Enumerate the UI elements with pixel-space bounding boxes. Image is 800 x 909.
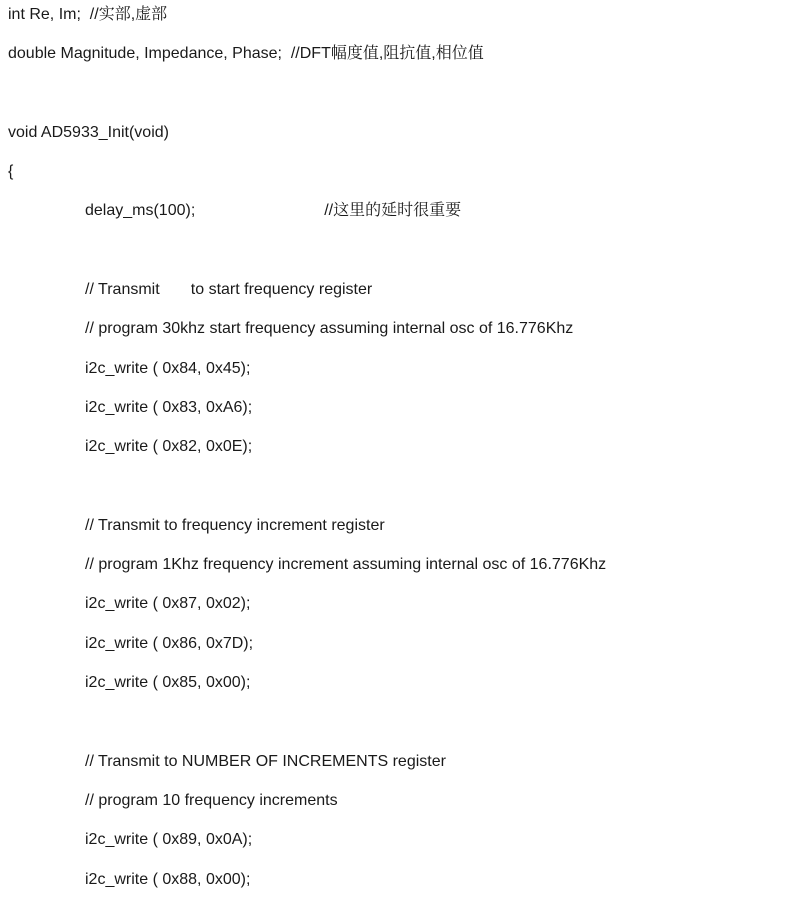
code-line-comment-start-freq: // Transmit to start frequency register bbox=[85, 281, 373, 299]
code-line-comment-num-increments: // Transmit to NUMBER OF INCREMENTS register bbox=[85, 752, 446, 770]
code-line-delay-call: delay_ms(100); //这里的延时很重要 bbox=[85, 202, 462, 220]
code-line-int-declaration: int Re, Im; //实部,虚部 bbox=[8, 6, 168, 23]
code-line-i2c-write-0x86: i2c_write ( 0x86, 0x7D); bbox=[85, 634, 254, 652]
code-line-i2c-write-0x82: i2c_write ( 0x82, 0x0E); bbox=[85, 438, 253, 456]
code-line-open-brace: { bbox=[8, 163, 14, 181]
code-line-comment-program-30khz: // program 30khz start frequency assuming internal osc of 16.776Khz bbox=[85, 320, 574, 338]
code-line-i2c-write-0x88: i2c_write ( 0x88, 0x00); bbox=[85, 870, 251, 888]
code-line-i2c-write-0x83: i2c_write ( 0x83, 0xA6); bbox=[85, 398, 253, 416]
code-line-comment-program-1khz: // program 1Khz frequency increment assuming internal osc of 16.776Khz bbox=[85, 556, 607, 574]
code-line-i2c-write-0x85: i2c_write ( 0x85, 0x00); bbox=[85, 674, 251, 692]
code-line-i2c-write-0x89: i2c_write ( 0x89, 0x0A); bbox=[85, 831, 253, 849]
code-line-i2c-write-0x87: i2c_write ( 0x87, 0x02); bbox=[85, 595, 251, 613]
code-line-comment-freq-increment: // Transmit to frequency increment register bbox=[85, 516, 385, 534]
code-line-function-signature: void AD5933_Init(void) bbox=[8, 123, 169, 141]
code-line-double-declaration: double Magnitude, Impedance, Phase; //DFT幅度值,阻抗值,相位值 bbox=[8, 45, 484, 63]
code-line-comment-program-10: // program 10 frequency increments bbox=[85, 791, 338, 809]
code-line-i2c-write-0x84: i2c_write ( 0x84, 0x45); bbox=[85, 359, 251, 377]
